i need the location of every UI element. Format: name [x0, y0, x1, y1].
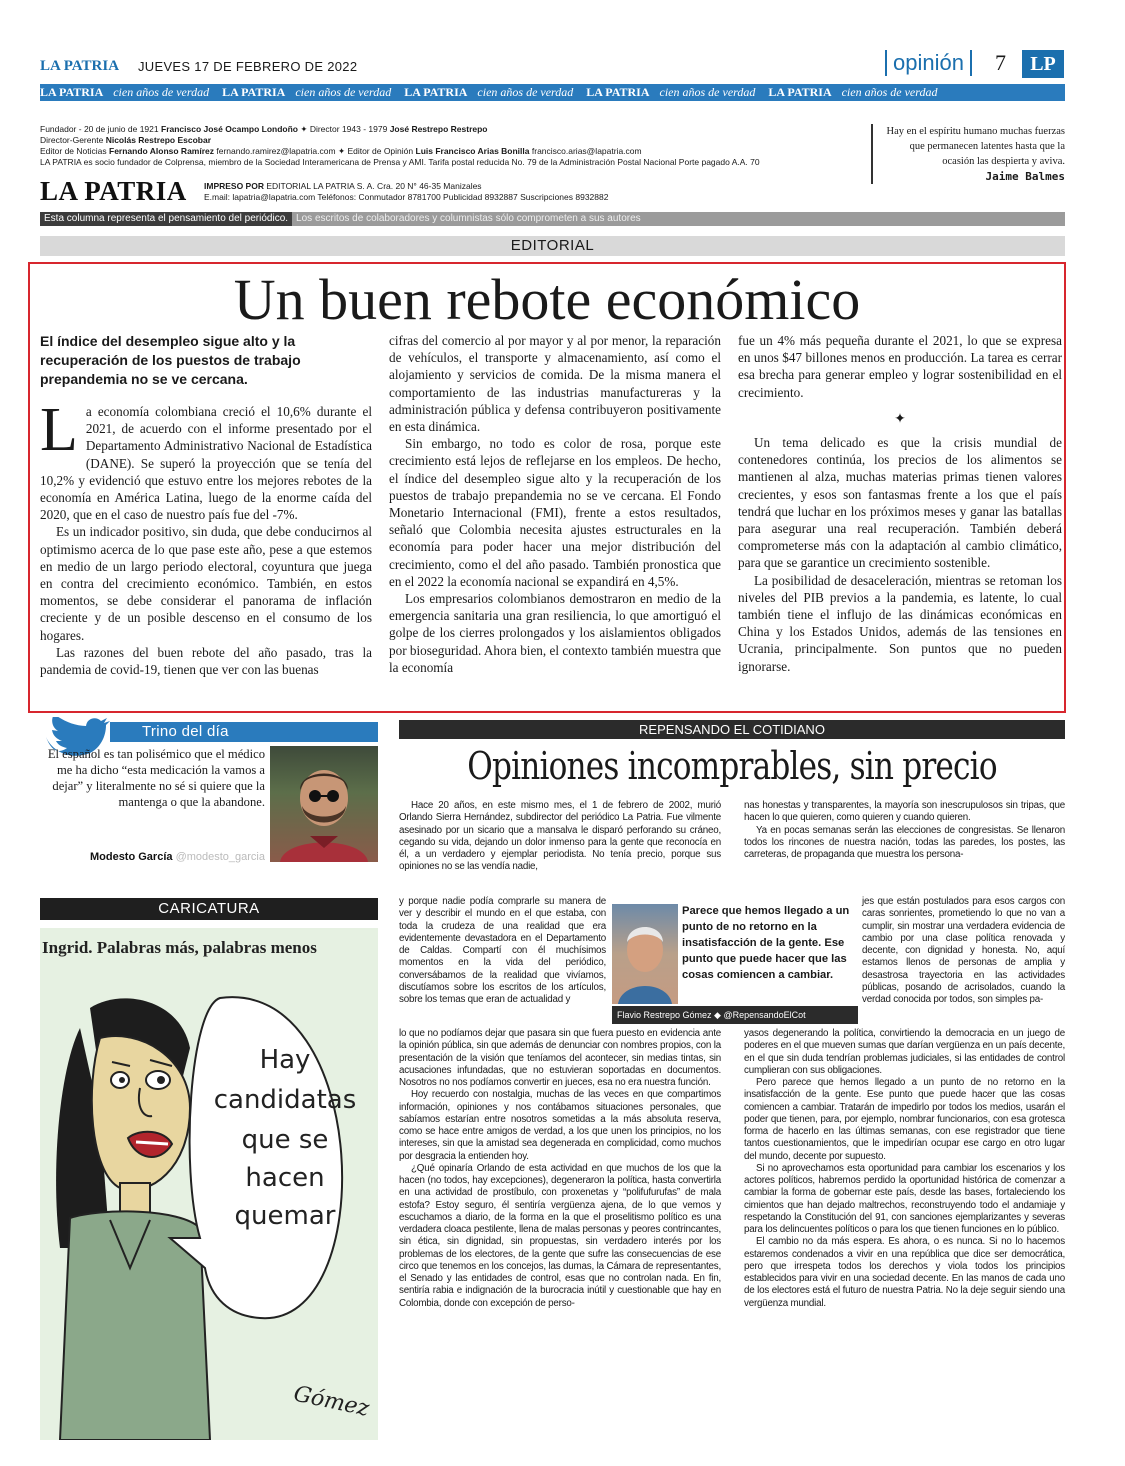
trino-handle[interactable]: @modesto_garcia	[175, 851, 265, 863]
paper-logo: LA PATRIA	[40, 176, 187, 206]
banner-tagline: cien años de verdad	[113, 85, 210, 99]
staff-label: Director 1943 - 1979	[309, 124, 388, 134]
column-text-block	[399, 1028, 721, 1310]
column-paragraph: y porque nadie podía comprarle su manera de ver y describir el mundo en el que estaba, con toda la crudeza de una realidad que era evidentemente devastadora en el Departamento de Caldas. Compartí con él muchísimos momentos en la vida del periódico, conversábamos de la realidad que vivíamos, discutíamos sobre los escritos de los artículos, sobre los temas que eran de actualidad y	[399, 896, 606, 1005]
separator-icon: ✦	[894, 411, 906, 427]
disclaimer-bar	[40, 212, 1065, 226]
bubble-line: candidatas	[213, 1085, 357, 1115]
editorial-deck: El índice del desempleo sigue alto y la recuperación de los puestos de trabajo prepandemia no se ve cercana.	[40, 333, 301, 387]
column-paragraph: lo que no podíamos dejar que pasara sin que fuera puesto en evidencia ante la opinión pública, sin que además de denunciar con nombres propios, con la presentación de la visión que teníamos del acontecer, sin medias tintas, sin acusaciones infundadas, que no estuvieran soportadas en documentos. Nosotros no nos podíamos convertir en jueces, esa no era nuestra función.	[399, 1028, 721, 1088]
staff-credits: Fundador - 20 de junio de 1921 Francisco José Ocampo Londoño ✦ Director 1943 - 1979 José Restrepo Restrepo Director-Gerente Nicolás Restrepo Escobar Editor de Noticias Fernando Alonso Ramírez fernando.ramirez@lapatria.com ✦ Editor de Opinión Luis Francisco Arias Bonilla francisco.arias@lapatria.com LA PATRIA es socio fundador de Colprensa, miembro de la Sociedad Interamericana de Prensa y AMI. Tarifa postal reducida No. 79 de la Administración Postal Nacional Porte pagado A.A. 70	[40, 124, 820, 168]
staff-membership: LA PATRIA es socio fundador de Colprensa, miembro de la Sociedad Interamericana de Prensa y AMI. Tarifa postal reducida No. 79 de la Administración Postal Nacional Porte pagado A.A. 70	[40, 157, 760, 167]
disclaimer-columnists: Los escritos de colaboradores y columnistas sólo comprometen a sus autores	[296, 213, 641, 224]
column-paragraph: Hoy recuerdo con nostalgia, muchas de las veces en que compartimos información, opiniones y nos contábamos situaciones personales, que sabíamos estarían entre nosotros sometidas a la más absoluta reserva, como se hace entre amigos de verdad, a los que unen los principios, no los intereses, sin que la amistad sea degenerada en complicidad, como muchos por desgracia la entienden hoy.	[399, 1089, 721, 1162]
column-paragraph: jes que están postulados para esos cargos con caras sonrientes, prometiendo lo que no van a cumplir, sin mostrar una verdadera evidencia de cambio por una clase política renovada y decente, con dignidad y honesta. No, aquí estamos llenos de personas de amplia y desastrosa trayectoria en las actividades públicas, posando de acrisolados, cuando la verdad conocida por todos, son simples pa-	[862, 896, 1065, 1005]
banner-tagline: cien años de verdad	[477, 85, 574, 99]
print-contact: E.mail: lapatria@lapatria.com Teléfonos: Conmutador 8781700 Publicidad 8932887 Suscripciones 8932882	[204, 192, 609, 202]
column-paragraph: yasos degenerando la política, convirtiendo la democracia en un juego de poderes en el que mueven sumas que darían vergüenza en un país decente, en el que sin duda tendrían problemas judiciales, si las entidades de control cumplieran con sus obligaciones.	[744, 1028, 1065, 1076]
author-photo	[270, 746, 378, 862]
staff-email[interactable]: fernando.ramirez@lapatria.com	[216, 146, 336, 156]
editorial-column-3	[738, 332, 1062, 675]
staff-email[interactable]: francisco.arias@lapatria.com	[531, 146, 642, 156]
editorial-paragraph: Sin embargo, no todo es color de rosa, porque este crecimiento está lejos de reflejarse en los empleos. De hecho, el índice del desempleo sigue alto y la recuperación de los puestos de trabajo prepandemia no se ve cercana. El Fondo Monetario Internacional (FMI), frente a estos resultados, señaló que Colombia necesita ajustes estructurales en la economía para poder hacer una mejor distribución del crecimiento, como el del año pasado. También pronostica que en el 2022 la economía nacional se expandirá en 4,5%.	[389, 436, 721, 589]
editorial-paragraph: fue un 4% más pequeña durante el 2021, lo que se expresa en unos $47 billones menos en producción. La tarea es cerrar esa brecha para generar empleo y lograr sostenibilidad en el crecimiento.	[738, 333, 1062, 400]
caricature-title: Ingrid. Palabras más, palabras menos	[42, 938, 317, 957]
staff-label: Director-Gerente	[40, 135, 104, 145]
caricature-drawing-icon	[40, 968, 378, 1440]
editorial-article	[28, 262, 1066, 713]
staff-name: Fernando Alonso Ramírez	[109, 146, 215, 156]
column-text-block	[744, 800, 1065, 861]
cartoonist-signature: Gómez	[291, 1381, 372, 1422]
editorial-paragraph: Los empresarios colombianos demostraron en medio de la emergencia sanitaria una gran resiliencia, lo que amortiguó el golpe de los cierres prolongados y los aislamientos obligados por bioseguridad. Ahora bien, el contexto también muestra que la economía	[389, 591, 721, 675]
editorial-paragraph: Es un indicador positivo, sin duda, que debe conducirnos al optimismo acerca de lo que pase este año, pese a que estemos en medio de un largo periodo electoral, coyuntura que juega en contra del crecimiento económico. También, en estos momentos, se debe considerar el panorama de inflación creciente y de un posible descenso en el consumo de los hogares.	[40, 524, 372, 643]
trino-label: Trino del día	[110, 722, 378, 742]
banner-brand: LA PATRIA	[40, 85, 104, 99]
column-text-block	[399, 896, 606, 1006]
issue-date: JUEVES 17 DE FEBRERO DE 2022	[138, 59, 358, 74]
caricature-label: CARICATURA	[40, 898, 378, 920]
bubble-line: Hay	[259, 1045, 311, 1075]
banner-tagline: cien años de verdad	[295, 85, 392, 99]
bubble-line: que se	[241, 1125, 329, 1155]
columnist-photo	[612, 904, 678, 1004]
print-label: IMPRESO POR	[204, 181, 264, 191]
quote-author: Jaime Balmes	[985, 170, 1065, 183]
staff-name: Nicolás Restrepo Escobar	[105, 135, 212, 145]
paragraph-text: a economía colombiana creció el 10,6% durante el 2021, de acuerdo con el informe presentado por el Departamento Administrativo Nacional de Estadística (DANE). Se superó la proyección que se tenía del 10,2% y evidenció que estuvo entre los mejores rebotes de la economía en América Latina, luego de la enorme caída del 2020, que en el caso de nuestro país fue del -7%.	[40, 404, 372, 523]
bubble-line: quemar	[234, 1201, 336, 1231]
column-section-label: REPENSANDO EL COTIDIANO	[399, 720, 1065, 739]
staff-label: Editor de Noticias	[40, 146, 107, 156]
editorial-column-2	[389, 332, 721, 676]
lp-logo: LP	[1022, 50, 1064, 78]
print-address: EDITORIAL LA PATRIA S. A. Cra. 20 N° 46-35 Manizales	[266, 181, 482, 191]
tagline-banner	[40, 84, 1065, 101]
quote-box	[871, 124, 1065, 184]
column-paragraph: Ya en pocas semanas serán las elecciones de congresistas. Se llenaron todos los rincones de nuestra nación, todas las paredes, los postes, las carreteras, de propaganda que muestra los persona-	[744, 824, 1065, 860]
caricature-panel	[40, 928, 378, 1440]
editorial-paragraph: Un tema delicado es que la crisis mundial de contenedores continúa, los precios de los alimentos se mantienen al alza, muchas materias primas tienen valores crecientes, y esos son fantasmas frente a los que el país tendrá que luchar en los próximos meses y ganar las batallas para asegurar una real recuperación. También deberá comprometerse más con la adaptación al cambio climático, para que se garantice un crecimiento sostenible.	[738, 435, 1062, 571]
staff-name: José Restrepo Restrepo	[389, 124, 488, 134]
banner-tagline: cien años de verdad	[841, 85, 938, 99]
column-paragraph: Hace 20 años, en este mismo mes, el 1 de febrero de 2002, murió Orlando Sierra Hernández, subdirector del periódico La Patria. Fue vilmente asesinado por un sicario que a mansalva le disparó perforando su cráneo, cegando su vida, dejando un dolor inmenso para la gente que reconocía en él, a un verdadero y ejemplar periodista. No tenía precio, porque sus opiniones no se las vendía nadie,	[399, 800, 721, 873]
page-number: 7	[995, 50, 1006, 75]
editorial-paragraph: Las razones del buen rebote del año pasado, tras la pandemia de covid-19, tienen que ver con las buenas	[40, 644, 372, 678]
editorial-section-label: EDITORIAL	[40, 236, 1065, 256]
editorial-paragraph: cifras del comercio al por mayor y al por menor, la reparación de vehículos, el transporte y almacenamiento, así como el alojamiento y servicios de comida. De la misma manera el comportamiento de las industrias manufactureras y la administración pública y defensa contribuyeron positivamente en esta dinámica.	[389, 333, 721, 435]
column-text-block	[744, 1028, 1065, 1310]
section-label: opinión	[885, 50, 972, 76]
pull-quote: Parece que hemos llegado a un punto de no retorno en la insatisfacción de la gente. Ese punto que puede hacer que las cosas comiencen a cambiar.	[682, 905, 850, 981]
masthead-name: LA PATRIA	[40, 58, 120, 74]
staff-label: Editor de Opinión	[347, 146, 414, 156]
staff-name: Francisco José Ocampo Londoño	[161, 124, 298, 134]
column-paragraph: nas honestas y transparentes, la mayoría son inescrupulosos sin tripas, que hacen lo que quieren, como quieren y cuando quieren.	[744, 800, 1065, 824]
column-paragraph: Pero parece que hemos llegado a un punto de no retorno en la insatisfacción de la gente. Ese punto que puede hacer que las cosas comiencen a cambiar. Tratarán de impedirlo por todos los medios, usarán el poder que tienen, para, por ejemplo, nombrar funcionarios, con esa grotesca forma de hacerlo en las últimas semanas, con ese registrador que tiene tantos cuestionamientos, que le impedirían ocupar ese cargo en otro lugar del mundo, decente por supuesto.	[744, 1077, 1065, 1162]
columnist-byline: Flavio Restrepo Gómez ◆ @RepensandoElCot	[612, 1006, 858, 1024]
trino-author	[45, 851, 265, 863]
column-paragraph: El cambio no da más espera. Es ahora, o es nunca. Si no lo hacemos estaremos condenados a vivir en una república que dice ser democrática, pero que irrespeta todos los derechos y viola todos los principios establecidos para vivir en una sociedad decente. En las manos de cada uno de los electores está el futuro de nuestra Patria. No la deje seguir siendo una vergüenza mundial.	[744, 1236, 1065, 1309]
quote-text: Hay en el espíritu humano muchas fuerzas que permanecen latentes hasta que la ocasión las despierta y aviva.	[886, 126, 1065, 167]
disclaimer-editorial: Esta columna representa el pensamiento del periódico.	[40, 212, 292, 226]
print-info	[204, 181, 608, 203]
trino-author-name: Modesto García	[89, 851, 173, 863]
banner-tagline: cien años de verdad	[659, 85, 756, 99]
author-portrait-icon	[270, 746, 378, 862]
banner-brand: LA PATRIA	[404, 85, 468, 99]
banner-brand: LA PATRIA	[586, 85, 650, 99]
bubble-line: hacen	[245, 1163, 325, 1193]
column-paragraph: ¿Qué opinaría Orlando de esta actividad en que muchos de los que la hacen (no todos, hay excepciones), degeneraron la política, hasta convertirla en una actividad de prostíbulo, con proxenetas y “polifufurufas” de mala estofa? Estoy seguro, él sentiría vergüenza ajena, de lo que vemos y escuchamos a diario, de la forma en la que el proselitismo político es una verdadera cloaca pestilente, llena de malas personas y peores contrincantes, sin ética, sin dignidad, sin propuestas, sin verdadero interés por los problemas de los electores, de la gente que sufre las consecuencias de ese circo que tenemos en los concejos, las dumas, la Cámara de representantes, el Senado y las entidades de control, esas que no controlan nada. En fin, sentiría rabia e indignación de la burocracia inútil y cuestionable que hay en Colombia, donde con excepción de perso-	[399, 1162, 721, 1309]
column-text-block	[399, 800, 721, 874]
columnist-portrait-icon	[612, 904, 678, 1004]
column-title: Opiniones incomprables, sin precio	[467, 744, 997, 788]
drop-cap: L	[40, 396, 78, 464]
banner-brand: LA PATRIA	[768, 85, 832, 99]
trino-text: El español es tan polisémico que el médico me ha dicho “esta medicación la vamos a dejar” y literalmente no sé si quiere que la mantenga o que la abandone.	[47, 747, 265, 809]
editorial-title: Un buen rebote económico	[233, 267, 861, 332]
editorial-paragraph: La posibilidad de desaceleración, mientras se retoman los niveles del PIB previos a la pandemia, es latente, lo cual también tiene el influjo de las dinámicas económicas en China y los Estados Unidos, además de las tensiones en Ucrania, principalmente. Son puntos que no pueden ignorarse.	[738, 572, 1062, 674]
staff-label: Fundador - 20 de junio de 1921	[40, 124, 159, 134]
editorial-paragraph	[40, 396, 372, 523]
column-text-block	[862, 896, 1065, 1006]
banner-brand: LA PATRIA	[222, 85, 286, 99]
staff-name: Luis Francisco Arias Bonilla	[415, 146, 530, 156]
column-paragraph: Si no aprovechamos esta oportunidad para cambiar los escenarios y los actores políticos, habremos perdido la oportunidad histórica de comenzar a cambiar la forma de gobernar este país, desde las bases, fortaleciendo los cimientos que han dejado maltrechos, reconstruyendo todo el andamiaje y respetando la Constitución del 91, con sanciones ejemplarizantes y severas para los delincuentes políticos o para los que tienen funciones en lo público.	[744, 1162, 1065, 1235]
editorial-column-1	[40, 332, 372, 678]
